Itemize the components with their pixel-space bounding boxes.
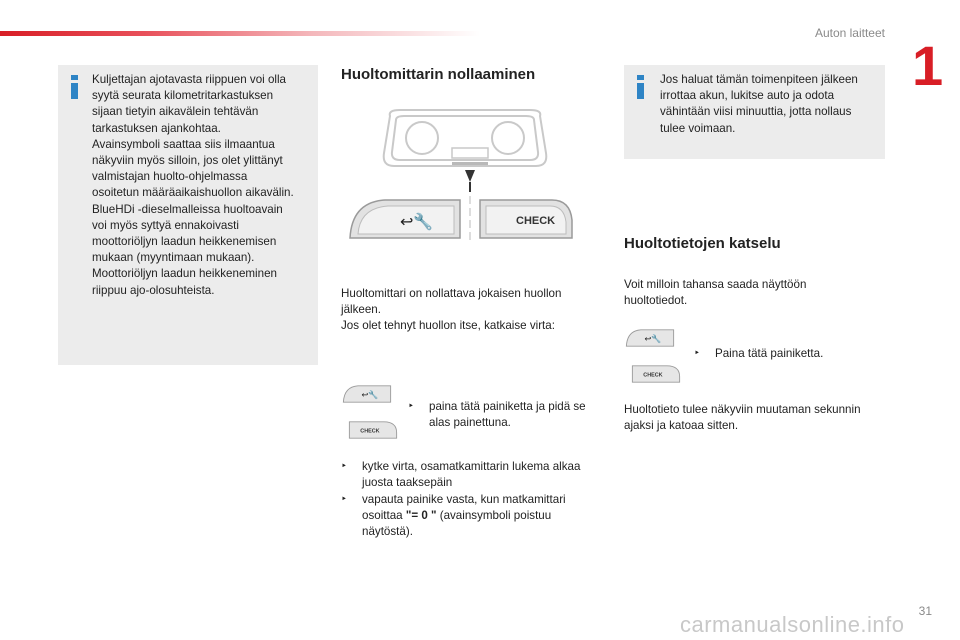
reset-button-illustration [341, 384, 393, 404]
diagram-check-button [480, 200, 572, 238]
reset-wrench-icon: ↩🔧 [361, 389, 379, 400]
reset-intro: Huoltomittari on nollattava jokaisen huollon jälkeen. Jos olet tehnyt huollon itse, katkaise virta: [341, 287, 562, 333]
chapter-number: 1 [912, 34, 944, 97]
instrument-cluster-diagram [340, 108, 585, 248]
watermark: carmanualsonline.info [680, 612, 905, 637]
diagram-reset-button [350, 200, 460, 238]
right-info-note [624, 65, 885, 159]
view-check-button-illustration [630, 364, 682, 384]
reset-wrench-icon: ↩🔧 [644, 333, 662, 344]
info-icon [637, 75, 645, 99]
pointer-arrow [465, 170, 475, 182]
left-info-note [58, 65, 318, 365]
view-intro: Voit milloin tahansa saada näyttöön huoltotiedot. [624, 278, 807, 308]
view-reset-button-illustration [624, 328, 676, 348]
info-icon [71, 75, 79, 99]
check-button-illustration [347, 420, 399, 440]
cluster-screen [452, 148, 488, 158]
reset-wrench-icon: ↩🔧 [400, 212, 434, 231]
diagram-check-label: CHECK [516, 215, 556, 227]
section-title: Auton laitteet [814, 26, 885, 40]
right-note-text: Jos haluat tämän toimenpiteen jälkeen irrottaa akun, lukitse auto ja odota vähintään viisi minuuttia, jotta nollaus tulee voimaan. [660, 73, 858, 135]
header-accent-bar [0, 31, 480, 36]
svg-text:CHECK: CHECK [643, 372, 663, 379]
reset-section-title: Huoltomittarin nollaaminen [341, 66, 536, 83]
view-outro: Huoltotieto tulee näkyviin muutaman sekunnin ajaksi ja katoaa sitten. [624, 403, 861, 433]
view-section-title: Huoltotietojen katselu [624, 235, 781, 252]
page-number: 31 [918, 604, 932, 618]
cluster-display-bar [452, 162, 488, 165]
left-note-text: Kuljettajan ajotavasta riippuen voi olla syytä seurata kilometritarkastuksen sijaan tietyin aikavälein tehtävän tarkastuksen ajankohtaa. Avainsymboli saattaa siis ilmaantua näkyviin myös silloin, jos olet ylittänyt valmistajan huolto-ohjelmassa osoitetun määräaikaishuollon aikavälin. BlueHDi -dieselmalleissa huoltoavain voi myös syttyä ennakoivasti moottoriöljyn laadun heikkenemisen mukaan (myyntimaan mukaan). Moottoriöljyn laadun heikkeneminen riippuu ajo-olosuhteista. [92, 73, 294, 297]
svg-text:CHECK: CHECK [360, 428, 380, 435]
